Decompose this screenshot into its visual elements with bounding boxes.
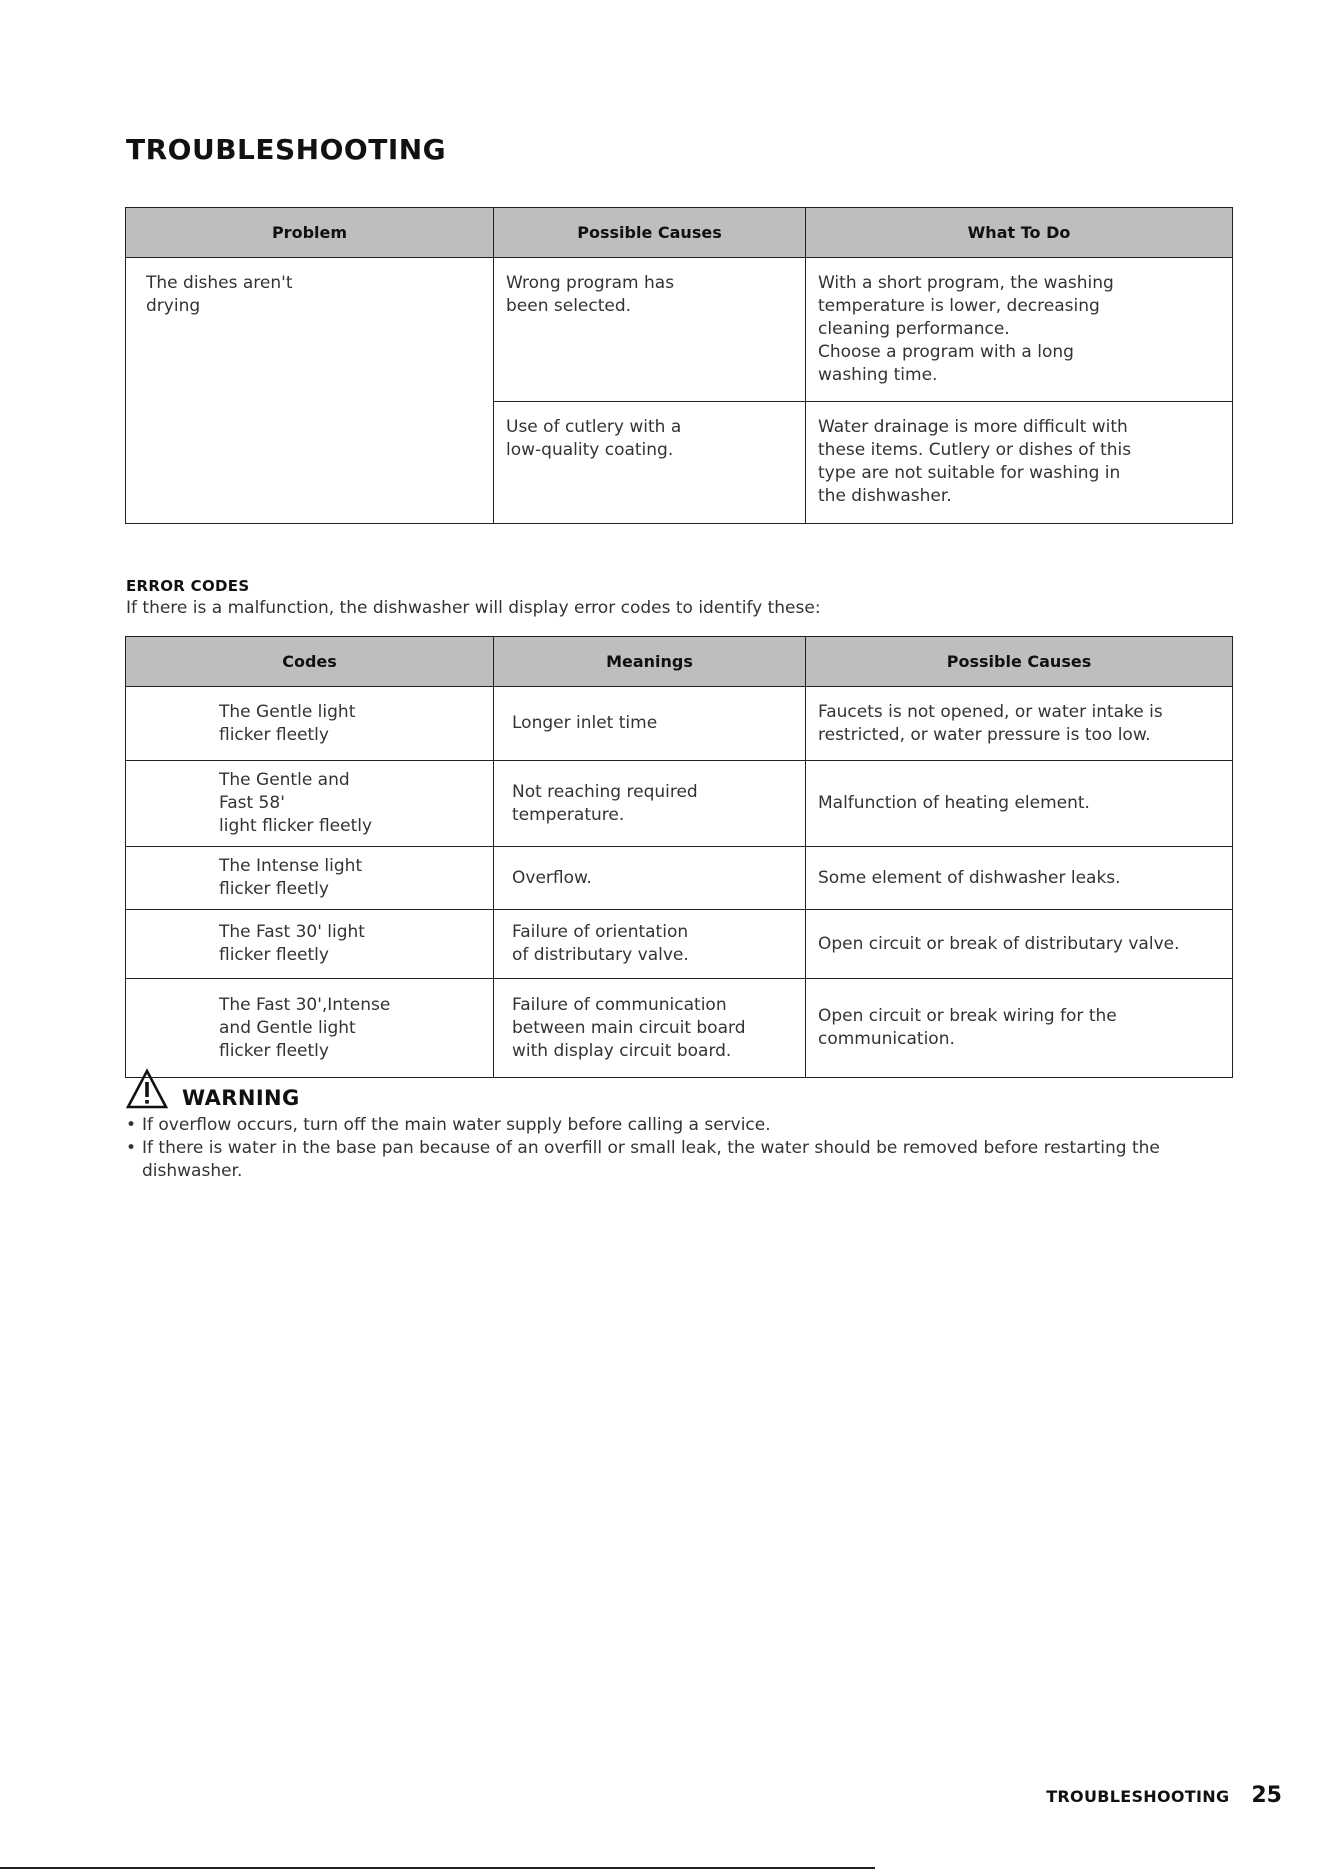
code-cell [126, 847, 494, 910]
cause-cell [806, 979, 1233, 1078]
meaning-line: of distributary valve. [512, 945, 689, 965]
column-header-possible-causes: Possible Causes [494, 208, 806, 258]
action-line: Choose a program with a long [818, 342, 1074, 362]
table-row [126, 761, 1233, 847]
code-line: The Fast 30' light [219, 922, 365, 942]
meaning-cell [494, 687, 806, 761]
warning-triangle-icon [126, 1068, 168, 1110]
meaning-cell [494, 761, 806, 847]
action-line: these items. Cutlery or dishes of this [818, 440, 1132, 460]
column-header-problem: Problem [126, 208, 494, 258]
cause-cell [494, 402, 806, 524]
problem-cell [126, 258, 494, 524]
page-title: TROUBLESHOOTING [126, 133, 447, 166]
page-footer [1046, 1783, 1282, 1808]
cause-line: Open circuit or break of distributary valve. [818, 933, 1180, 954]
meaning-line: between main circuit board [512, 1017, 746, 1038]
code-line: light flicker fleetly [219, 816, 373, 836]
code-line: flicker fleetly [219, 879, 329, 899]
action-line: washing time. [818, 365, 938, 385]
table-row [126, 910, 1233, 979]
meaning-line: Longer inlet time [512, 713, 658, 733]
table-header-row [126, 208, 1233, 258]
cause-line: Malfunction of heating element. [818, 793, 1090, 813]
action-line: cleaning performance. [818, 319, 1010, 339]
table-row [126, 847, 1233, 910]
code-line: The Intense light [219, 856, 363, 876]
problem-line: drying [146, 296, 201, 316]
table-row [126, 258, 1233, 402]
code-cell [126, 910, 494, 979]
column-header-meanings: Meanings [494, 637, 806, 687]
troubleshooting-table [125, 207, 1233, 524]
cause-cell [806, 847, 1233, 910]
code-line: Fast 58' [219, 793, 285, 813]
cause-line: Open circuit or break wiring for the [818, 1006, 1117, 1026]
meaning-line: Failure of communication [512, 994, 727, 1015]
meaning-line: with display circuit board. [512, 1040, 732, 1061]
table-row [126, 979, 1233, 1078]
column-header-possible-causes: Possible Causes [806, 637, 1233, 687]
error-codes-table [125, 636, 1233, 1078]
action-line: the dishwasher. [818, 486, 952, 506]
cause-line: Wrong program has [506, 273, 675, 293]
action-line: Water drainage is more difficult with [818, 417, 1128, 437]
cause-cell [494, 258, 806, 402]
code-line: The Gentle and [219, 770, 350, 790]
action-cell [806, 402, 1233, 524]
warning-section [126, 1068, 1236, 1183]
warning-title: WARNING [182, 1086, 300, 1110]
warning-item: • If there is water in the base pan because of an overfill or small leak, the water should be removed before restarting the dishwasher. [126, 1137, 1236, 1183]
code-cell [126, 761, 494, 847]
table-row [126, 687, 1233, 761]
code-line: and Gentle light [219, 1017, 356, 1038]
bottom-divider [0, 1867, 875, 1869]
action-line: temperature is lower, decreasing [818, 296, 1100, 316]
action-line: type are not suitable for washing in [818, 463, 1121, 483]
code-line: flicker fleetly [219, 1040, 329, 1061]
cause-cell [806, 761, 1233, 847]
column-header-what-to-do: What To Do [806, 208, 1233, 258]
meaning-line: Failure of orientation [512, 922, 689, 942]
problem-line: The dishes aren't [146, 273, 293, 293]
meaning-cell [494, 910, 806, 979]
action-cell [806, 258, 1233, 402]
action-line: With a short program, the washing [818, 273, 1114, 293]
cause-line: Use of cutlery with a [506, 417, 682, 437]
code-cell [126, 979, 494, 1078]
error-codes-heading: ERROR CODES [126, 577, 250, 595]
cause-line: communication. [818, 1029, 955, 1049]
footer-section-label: TROUBLESHOOTING [1046, 1787, 1230, 1806]
cause-cell [806, 910, 1233, 979]
warning-header [126, 1068, 1236, 1110]
warning-item: • If overflow occurs, turn off the main water supply before calling a service. [126, 1114, 1236, 1137]
cause-line: Faucets is not opened, or water intake is [818, 701, 1163, 722]
meaning-cell [494, 979, 806, 1078]
cause-line: Some element of dishwasher leaks. [818, 867, 1121, 888]
error-codes-intro: If there is a malfunction, the dishwasher will display error codes to identify these: [126, 598, 821, 618]
page-number: 25 [1251, 1783, 1282, 1808]
cause-line: low-quality coating. [506, 440, 674, 460]
meaning-cell [494, 847, 806, 910]
cause-line: been selected. [506, 296, 632, 316]
cause-line: restricted, or water pressure is too low. [818, 724, 1151, 745]
code-cell [126, 687, 494, 761]
code-line: The Fast 30',Intense [219, 994, 391, 1015]
code-line: flicker fleetly [219, 724, 329, 745]
code-line: flicker fleetly [219, 945, 329, 965]
meaning-line: temperature. [512, 804, 625, 825]
table-header-row [126, 637, 1233, 687]
code-line: The Gentle light [219, 701, 356, 722]
warning-list [126, 1114, 1236, 1183]
column-header-codes: Codes [126, 637, 494, 687]
cause-cell [806, 687, 1233, 761]
meaning-line: Not reaching required [512, 781, 698, 802]
meaning-line: Overflow. [512, 867, 592, 888]
